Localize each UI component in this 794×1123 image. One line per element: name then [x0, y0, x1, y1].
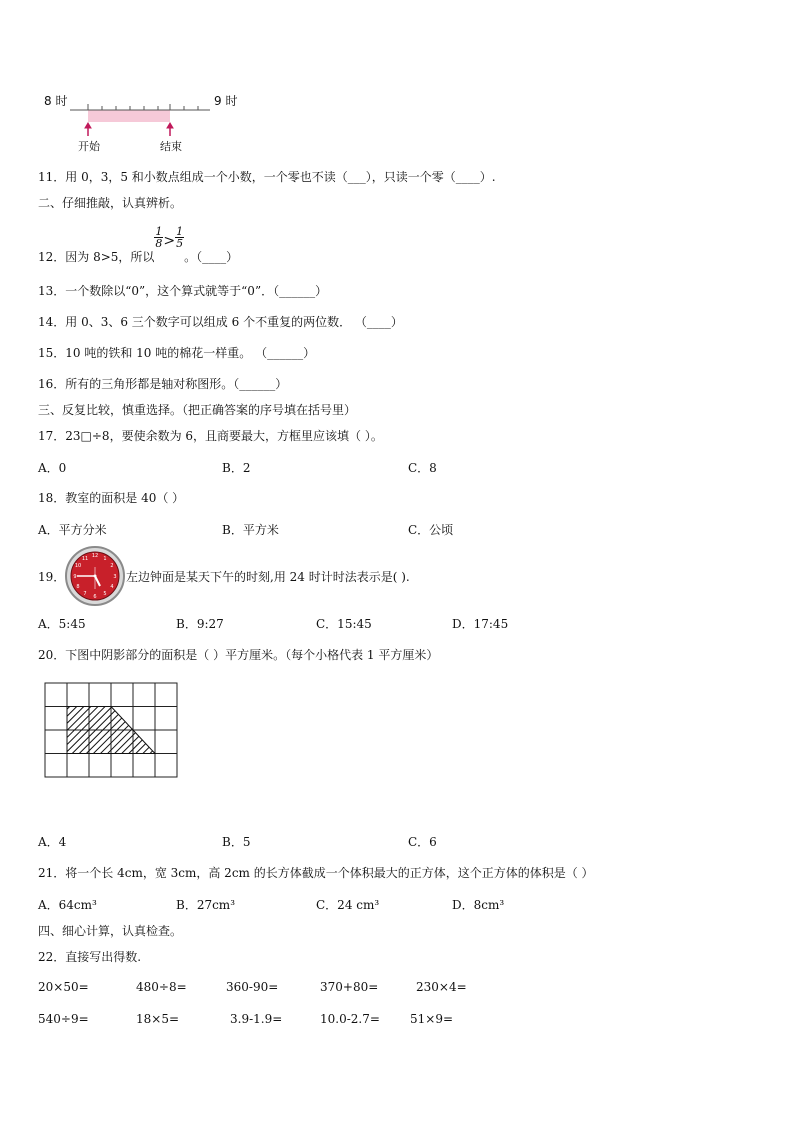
question-17: 17．23□÷8，要使余数为 6，且商要最大，方框里应该填（ ）。 — [38, 429, 383, 443]
question-22: 22．直接写出得数. — [38, 950, 142, 964]
calc-item: 10.0-2.7= — [320, 1012, 380, 1026]
svg-text:8: 8 — [76, 584, 80, 590]
question-19: 左边钟面是某天下午的时刻,用 24 时计时法表示是( ). — [126, 570, 410, 584]
timeline-start-hour: 8 时 — [44, 94, 68, 108]
q21-option-c: C．24 cm³ — [316, 898, 380, 912]
q12-prefix: 12．因为 8>5，所以 — [38, 250, 155, 264]
q20-option-a: A．4 — [38, 835, 67, 849]
calc-item: 370+80= — [320, 980, 379, 994]
q20-option-c: C．6 — [408, 835, 437, 849]
svg-text:7: 7 — [83, 591, 87, 597]
timeline-axis — [60, 98, 220, 138]
timeline-start-label: 开始 — [78, 140, 100, 153]
q18-option-a: A．平方分米 — [38, 523, 107, 537]
q17-option-b: B．2 — [222, 461, 251, 475]
calc-item: 3.9-1.9= — [230, 1012, 283, 1026]
q19-option-c: C．15:45 — [316, 617, 372, 631]
q20-option-b: B．5 — [222, 835, 251, 849]
timeline-end-label: 结束 — [160, 140, 182, 153]
timeline-end-hour: 9 时 — [214, 94, 238, 108]
q19-option-a: A．5:45 — [38, 617, 86, 631]
question-20: 20．下图中阴影部分的面积是（ ）平方厘米。（每个小格代表 1 平方厘米） — [38, 648, 439, 662]
section-3-title: 三、反复比较，慎重选择。（把正确答案的序号填在括号里） — [38, 403, 357, 417]
q17-option-c: C．8 — [408, 461, 437, 475]
q21-option-b: B．27cm³ — [176, 898, 235, 912]
q19-option-d: D．17:45 — [452, 617, 509, 631]
shaded-grid-figure — [44, 682, 180, 780]
question-13: 13．一个数除以“0”，这个算式就等于“0”．（______） — [38, 284, 328, 298]
svg-text:5: 5 — [103, 591, 107, 597]
question-12 — [38, 225, 239, 264]
calc-item: 540÷9= — [38, 1012, 89, 1026]
calc-item: 360-90= — [226, 980, 279, 994]
question-11: 11．用 0，3，5 和小数点组成一个小数，一个零也不读（___），只读一个零（____）. — [38, 170, 496, 184]
section-2-title: 二、仔细推敲，认真辨析。 — [38, 196, 183, 210]
question-14: 14．用 0、3、6 三个数字可以组成 6 个不重复的两位数． （____） — [38, 315, 403, 329]
question-16: 16．所有的三角形都是轴对称图形。（______） — [38, 377, 288, 391]
question-21: 21．将一个长 4cm，宽 3cm，高 2cm 的长方体截成一个体积最大的正方体，这个正方体的体积是（ ） — [38, 866, 594, 880]
calc-item: 230×4= — [416, 980, 467, 994]
svg-text:4: 4 — [110, 584, 114, 590]
svg-text:11: 11 — [81, 556, 89, 562]
calc-item: 51×9= — [410, 1012, 454, 1026]
q18-option-b: B．平方米 — [222, 523, 279, 537]
svg-text:9: 9 — [73, 574, 77, 580]
q17-option-a: A．0 — [38, 461, 67, 475]
question-15: 15．10 吨的铁和 10 吨的棉花一样重。 （______） — [38, 346, 316, 360]
q18-option-c: C．公顷 — [408, 523, 454, 537]
q12-gt: > — [163, 233, 176, 249]
q21-option-a: A．64cm³ — [38, 898, 97, 912]
svg-text:10: 10 — [74, 563, 82, 569]
q12-fraction-1: $\frac{1}{8}$ — [155, 225, 163, 250]
clock-icon — [64, 545, 126, 607]
question-18: 18．教室的面积是 40（ ） — [38, 491, 185, 505]
svg-text:1: 1 — [103, 556, 107, 562]
calc-item: 18×5= — [136, 1012, 180, 1026]
calc-item: 480÷8= — [136, 980, 187, 994]
svg-text:12: 12 — [91, 553, 99, 559]
q19-option-b: B．9:27 — [176, 617, 224, 631]
calc-item: 20×50= — [38, 980, 89, 994]
q21-option-d: D．8cm³ — [452, 898, 505, 912]
svg-text:2: 2 — [110, 563, 114, 569]
q12-fraction-2: $\frac{1}{5}$ — [176, 225, 184, 250]
svg-text:3: 3 — [113, 574, 117, 580]
q12-suffix: 。（____） — [184, 250, 239, 264]
section-4-title: 四、细心计算，认真检查。 — [38, 924, 183, 938]
svg-text:6: 6 — [93, 594, 97, 600]
timeline-highlight — [88, 110, 170, 122]
q19-number: 19． — [38, 570, 66, 584]
